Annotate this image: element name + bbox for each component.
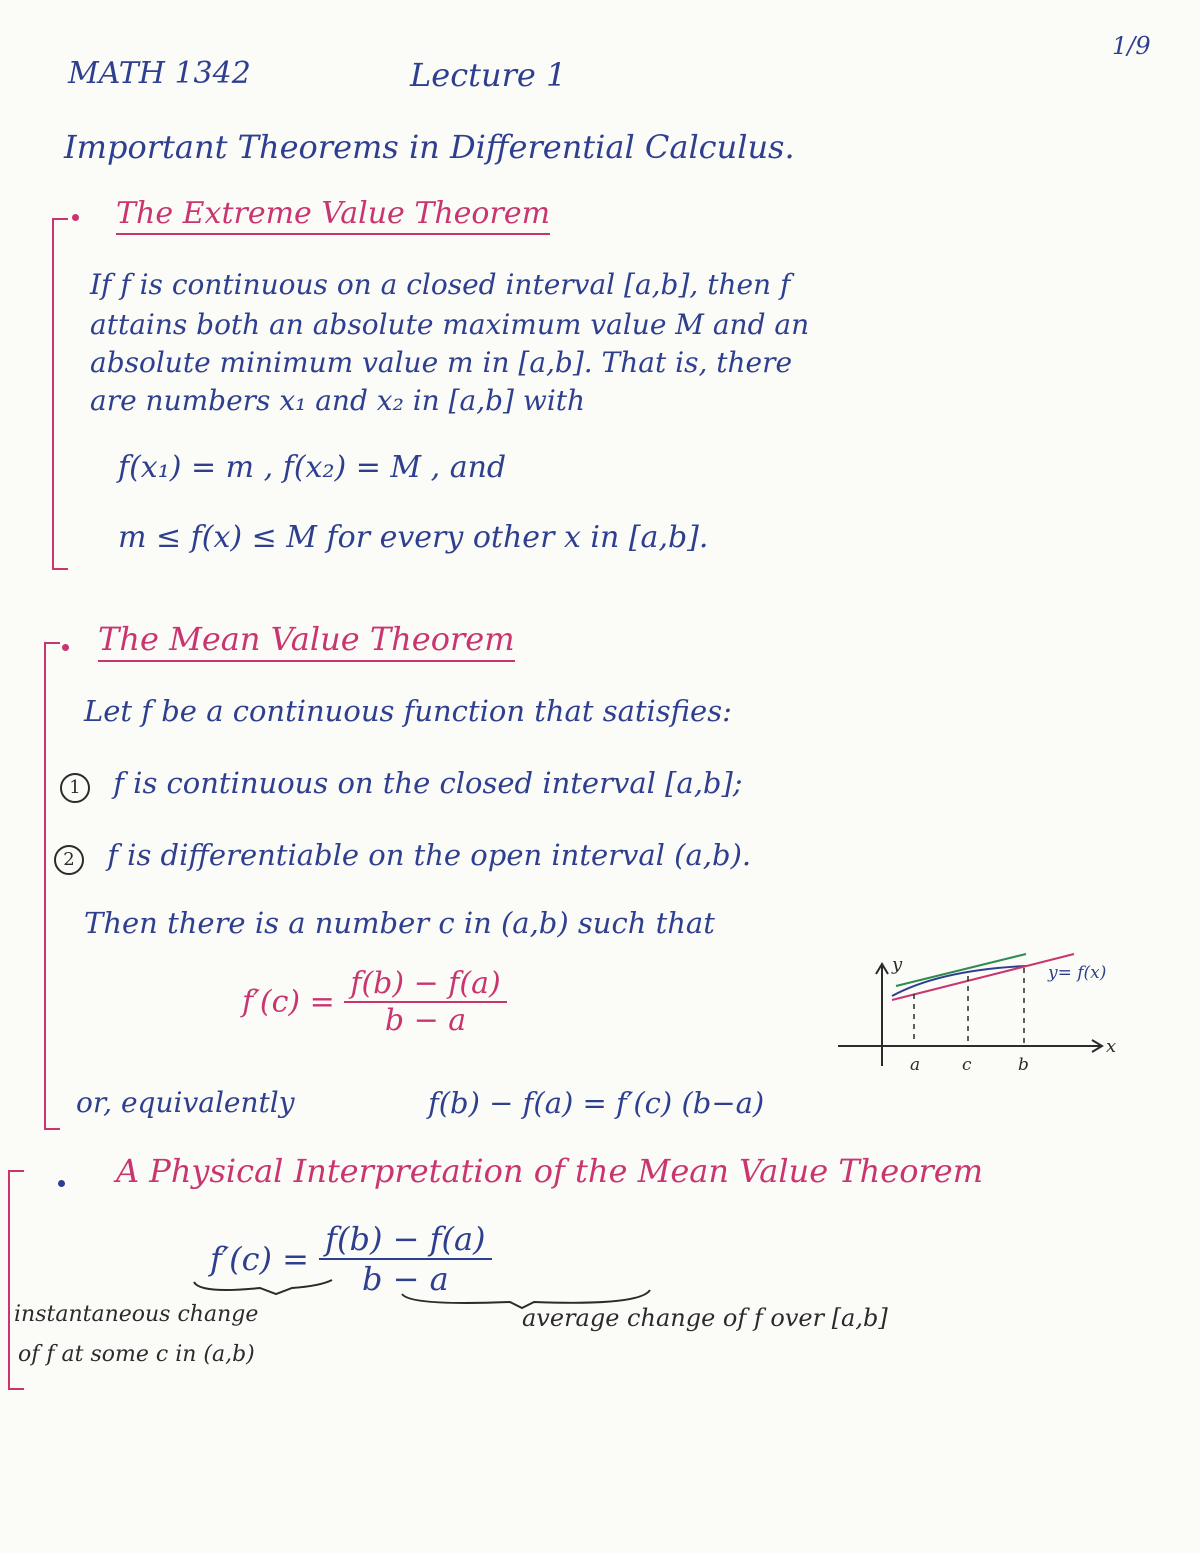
secant-line [892,954,1074,1000]
condition-2-number: 2 [54,845,84,875]
left-note-line-1: instantaneous change [14,1302,259,1327]
tick-a: a [910,1055,921,1075]
evt-line-2: attains both an absolute maximum value M and an [90,308,810,341]
curve-label: y= f(x) [1048,963,1107,983]
evt-bracket [52,218,68,570]
mvt-graph [830,944,1130,1084]
left-underbrace [194,1280,332,1294]
mvt-condition-2 [54,838,751,875]
course-code: MATH 1342 [68,56,251,91]
mvt-condition-1 [60,766,743,803]
page-title: Important Theorems in Differential Calculus. [64,128,795,166]
condition-1-text: f is continuous on the closed interval [a,b]; [113,766,743,800]
x-axis-label: x [1106,1036,1117,1057]
evt-line-4: are numbers x₁ and x₂ in [a,b] with [90,384,586,417]
right-note: average change of f over [a,b] [522,1304,888,1332]
formula-lhs: f′(c) = [242,984,335,1020]
evt-line-1: If f is continuous on a closed interval [a,b], then f [90,268,791,301]
evt-line-3: absolute minimum value m in [a,b]. That is, there [90,346,793,379]
y-axis-label: y [892,954,903,975]
evt-bullet [72,214,79,221]
condition-1-number: 1 [60,773,90,803]
physical-formula-numerator: f(b) − f(a) [319,1220,491,1260]
formula-fraction [344,966,506,1038]
mvt-then: Then there is a number c in (a,b) such that [84,906,715,940]
page-number: 1/9 [1112,32,1151,60]
tick-b: b [1018,1055,1029,1075]
equivalent-equation: f(b) − f(a) = f′(c) (b−a) [428,1086,765,1120]
evt-equation-1: f(x₁) = m , f(x₂) = M , and [118,450,507,485]
physical-formula-denominator: b − a [361,1260,449,1298]
mvt-heading: The Mean Value Theorem [98,620,515,662]
formula-denominator: b − a [384,1003,467,1038]
physical-bullet [58,1180,65,1187]
evt-equation-2: m ≤ f(x) ≤ M for every other x in [a,b]. [118,520,709,555]
equivalently-label: or, equivalently [76,1086,295,1119]
formula-numerator: f(b) − f(a) [344,966,506,1003]
mvt-formula [242,966,507,1038]
left-note-line-2: of f at some c in (a,b) [18,1342,255,1367]
condition-2-text: f is differentiable on the open interval (a,b). [107,838,752,872]
tangent-line [896,954,1026,986]
lecture-label: Lecture 1 [410,56,567,94]
mvt-intro: Let f be a continuous function that satisfies: [84,694,732,728]
mvt-bracket [44,642,60,1130]
tick-c: c [962,1055,972,1075]
physical-heading: A Physical Interpretation of the Mean Value Theorem [116,1152,984,1190]
physical-formula-lhs: f′(c) = [210,1240,309,1278]
mvt-bullet [62,644,69,651]
evt-heading: The Extreme Value Theorem [116,196,550,235]
